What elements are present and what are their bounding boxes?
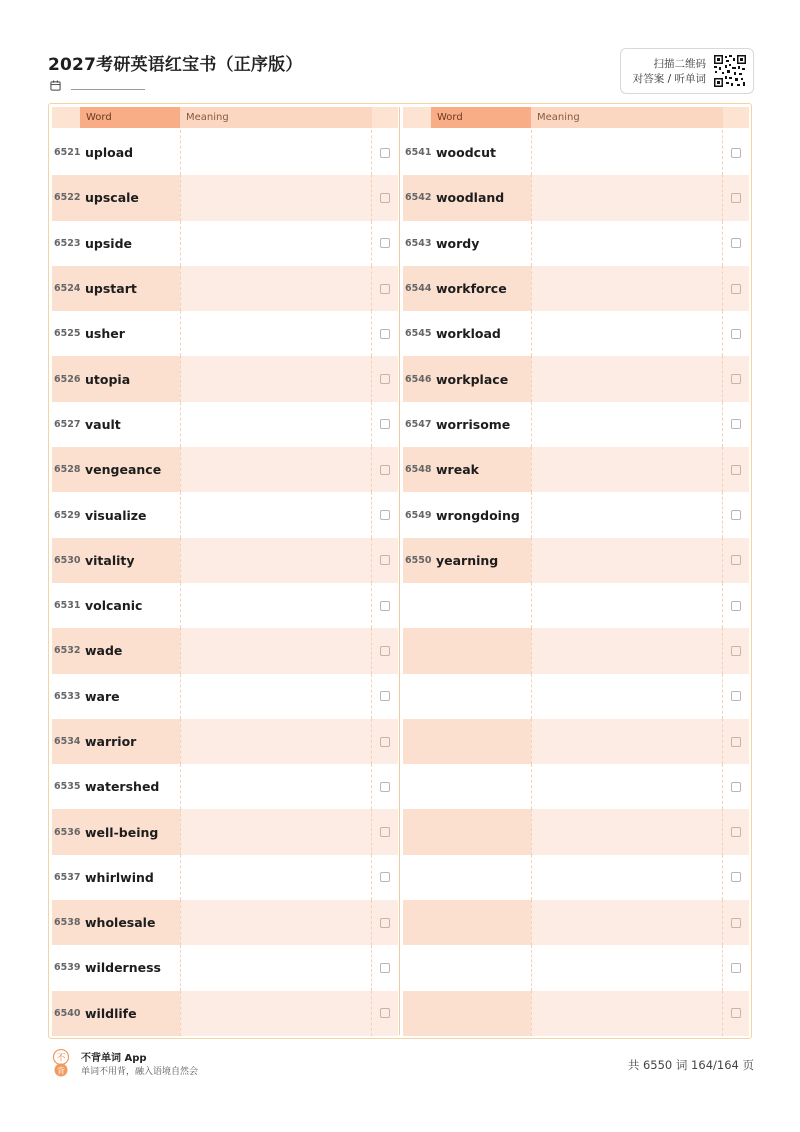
meaning-cell[interactable] [180,130,372,175]
checkbox[interactable] [731,963,741,973]
svg-text:背: 背 [57,1066,65,1076]
app-logo-icon [52,1049,70,1077]
meaning-cell[interactable] [180,538,372,583]
checkbox[interactable] [731,329,741,339]
checkbox[interactable] [380,329,390,339]
calendar-icon [50,80,61,91]
left-column [52,107,398,1035]
table-row [403,447,749,492]
word-text: volcanic [85,598,143,614]
word-number: 6542 [403,175,431,220]
word-text: wilderness [85,960,161,976]
meaning-cell[interactable] [180,945,372,990]
check-cell [372,266,398,311]
checkbox[interactable] [731,601,741,611]
table-row [52,175,398,220]
word-number: 6521 [54,147,81,159]
word-number: 6522 [52,175,80,220]
table-row [52,130,398,175]
word-text: upside [85,235,132,251]
table-row [403,221,749,266]
word-text: warrior [80,719,180,764]
checkbox[interactable] [380,872,390,882]
checkbox[interactable] [731,782,741,792]
word-number: 6546 [403,356,431,401]
meaning-cell[interactable] [531,900,723,945]
table-row [403,719,749,764]
checkbox[interactable] [731,510,741,520]
qr-caption-line1: 扫描二维码 [653,58,706,70]
meaning-cell[interactable] [531,130,723,175]
qr-caption-line2: 对答案 / 听单词 [632,73,706,85]
word-text: wade [80,628,180,673]
checkbox[interactable] [380,601,390,611]
table-row [403,492,749,537]
word-text [431,674,531,719]
word-number: 6526 [52,356,80,401]
check-cell [372,764,398,809]
meaning-cell[interactable] [180,764,372,809]
table-row [403,991,749,1036]
word-number: 6548 [403,447,431,492]
word-text: woodcut [436,145,496,161]
check-cell [372,855,398,900]
word-text: wreak [431,447,531,492]
word-number [403,719,431,764]
meaning-cell[interactable] [180,809,372,854]
table-row [403,583,749,628]
table-row [403,628,749,673]
table-row [403,311,749,356]
table-row [52,809,398,854]
table-row [403,175,749,220]
checkbox[interactable] [380,510,390,520]
word-number: 6528 [52,447,80,492]
table-row [52,628,398,673]
qr-panel [620,48,754,94]
checkbox[interactable] [731,148,741,158]
meaning-cell[interactable] [180,175,372,220]
check-cell [723,991,749,1036]
check-cell [723,538,749,583]
table-row [52,855,398,900]
app-name: 不背单词 App [81,1053,147,1064]
qr-code-icon[interactable] [713,54,747,88]
word-number: 6536 [52,809,80,854]
word-number [403,945,431,990]
table-row [403,538,749,583]
check-cell [372,356,398,401]
meaning-cell[interactable] [531,583,723,628]
word-number: 6534 [52,719,80,764]
date-row [50,80,145,91]
table-row [52,900,398,945]
check-cell [372,900,398,945]
table-row [403,674,749,719]
checkbox[interactable] [380,1008,390,1018]
table-header [403,107,749,128]
checkbox[interactable] [731,691,741,701]
checkbox[interactable] [380,238,390,248]
checkbox[interactable] [731,193,741,203]
meaning-cell[interactable] [180,492,372,537]
column-divider [399,107,400,1035]
meaning-cell[interactable] [531,719,723,764]
header-num-cell [52,107,80,128]
word-number: 6527 [54,418,81,430]
check-cell [372,402,398,447]
word-text: worrisome [436,416,511,432]
check-cell [372,492,398,537]
qr-caption [633,57,706,87]
checkbox[interactable] [380,737,390,747]
header-num-cell [403,107,431,128]
check-cell [723,221,749,266]
checkbox[interactable] [731,737,741,747]
word-number: 6545 [405,328,432,340]
meaning-cell[interactable] [180,583,372,628]
word-text [431,764,531,809]
check-cell [723,809,749,854]
meaning-cell[interactable] [180,855,372,900]
word-number: 6549 [405,509,432,521]
checkbox[interactable] [731,465,741,475]
meaning-cell[interactable] [180,628,372,673]
table-row [52,764,398,809]
word-text: ware [85,688,120,704]
checkbox[interactable] [380,284,390,294]
checkbox[interactable] [731,238,741,248]
word-text [431,809,531,854]
meaning-cell[interactable] [180,356,372,401]
word-text: upload [85,145,134,161]
word-text: workload [436,326,501,342]
meaning-cell[interactable] [531,402,723,447]
check-cell [723,402,749,447]
table-row [403,130,749,175]
table-row [403,945,749,990]
meaning-cell[interactable] [531,945,723,990]
word-text: workforce [431,266,531,311]
check-cell [723,628,749,673]
word-text: vitality [80,538,180,583]
word-number: 6550 [403,538,431,583]
meaning-cell[interactable] [180,674,372,719]
meaning-cell[interactable] [531,492,723,537]
word-number: 6524 [52,266,80,311]
header-check-cell [723,107,749,128]
meaning-cell[interactable] [180,900,372,945]
checkbox[interactable] [380,691,390,701]
word-text [431,583,531,628]
table-row [403,402,749,447]
right-column [403,107,749,1035]
word-number [403,764,431,809]
table-row [52,674,398,719]
vocab-sheet [48,103,752,1039]
page-title: 2027考研英语红宝书（正序版） [48,55,303,75]
table-row [52,538,398,583]
checkbox[interactable] [731,419,741,429]
check-cell [372,175,398,220]
checkbox[interactable] [380,148,390,158]
header-meaning: Meaning [180,107,372,128]
meaning-cell[interactable] [531,447,723,492]
checkbox[interactable] [731,284,741,294]
meaning-cell[interactable] [531,991,723,1036]
checkbox[interactable] [731,374,741,384]
checkbox[interactable] [731,872,741,882]
word-text [431,855,531,900]
check-cell [723,492,749,537]
word-number: 6529 [54,509,81,521]
word-number [403,991,431,1036]
word-text: wordy [436,235,480,251]
word-text [431,945,531,990]
meaning-cell[interactable] [531,628,723,673]
word-text: usher [85,326,125,342]
header-word: Word [431,107,531,128]
check-cell [372,945,398,990]
table-row [52,492,398,537]
table-row [403,764,749,809]
header-check-cell [372,107,398,128]
meaning-cell[interactable] [531,175,723,220]
word-number: 6525 [54,328,81,340]
word-number: 6537 [54,871,81,883]
checkbox[interactable] [380,918,390,928]
word-number: 6544 [403,266,431,311]
word-number [403,855,431,900]
word-number: 6547 [405,418,432,430]
meaning-cell[interactable] [531,809,723,854]
word-text: upstart [80,266,180,311]
word-number: 6540 [52,991,80,1036]
check-cell [372,809,398,854]
checkbox[interactable] [380,555,390,565]
word-number [403,674,431,719]
table-row [403,900,749,945]
check-cell [723,764,749,809]
meaning-cell[interactable] [531,266,723,311]
checkbox[interactable] [380,963,390,973]
word-text: workplace [431,356,531,401]
table-row [403,356,749,401]
word-text [431,719,531,764]
word-number: 6541 [405,147,432,159]
check-cell [723,311,749,356]
word-text: vengeance [80,447,180,492]
date-blank-line[interactable] [71,89,145,90]
word-text: whirlwind [85,869,154,885]
checkbox[interactable] [731,646,741,656]
word-text: well-being [80,809,180,854]
page-info: 共 6550 词 164/164 页 [627,1058,754,1072]
check-cell [723,266,749,311]
word-number: 6533 [54,690,81,702]
word-text: yearning [431,538,531,583]
word-text: wholesale [80,900,180,945]
header-meaning: Meaning [531,107,723,128]
word-text [431,991,531,1036]
word-text [431,900,531,945]
table-header [52,107,398,128]
table-row [403,809,749,854]
meaning-cell[interactable] [180,402,372,447]
svg-text:不: 不 [56,1053,66,1064]
word-number: 6531 [54,600,81,612]
checkbox[interactable] [731,555,741,565]
table-row [52,266,398,311]
checkbox[interactable] [380,374,390,384]
meaning-cell[interactable] [531,356,723,401]
checkbox[interactable] [380,646,390,656]
checkbox[interactable] [380,782,390,792]
word-text: wildlife [80,991,180,1036]
check-cell [723,447,749,492]
word-text: woodland [431,175,531,220]
check-cell [372,719,398,764]
word-number [403,628,431,673]
table-row [52,447,398,492]
table-row [52,719,398,764]
word-number: 6538 [52,900,80,945]
meaning-cell[interactable] [180,991,372,1036]
check-cell [372,674,398,719]
table-row [52,945,398,990]
check-cell [723,719,749,764]
table-row [52,583,398,628]
table-row [52,356,398,401]
check-cell [723,583,749,628]
check-cell [723,855,749,900]
word-text [431,628,531,673]
check-cell [372,447,398,492]
word-number: 6532 [52,628,80,673]
check-cell [723,356,749,401]
word-number: 6523 [54,237,81,249]
meaning-cell[interactable] [531,855,723,900]
checkbox[interactable] [731,1008,741,1018]
word-text: utopia [80,356,180,401]
meaning-cell[interactable] [180,447,372,492]
word-list [52,130,398,1036]
check-cell [372,583,398,628]
app-slogan: 单词不用背，融入语境自然会 [81,1067,199,1077]
word-text: watershed [85,779,160,795]
header-word: Word [80,107,180,128]
check-cell [372,991,398,1036]
checkbox[interactable] [380,193,390,203]
word-text: wrongdoing [436,507,520,523]
meaning-cell[interactable] [531,311,723,356]
checkbox[interactable] [380,465,390,475]
word-list [403,130,749,1036]
check-cell [723,674,749,719]
table-row [52,221,398,266]
table-row [52,402,398,447]
word-text: upscale [80,175,180,220]
check-cell [723,130,749,175]
meaning-cell[interactable] [531,764,723,809]
meaning-cell[interactable] [531,538,723,583]
word-text: visualize [85,507,147,523]
check-cell [723,900,749,945]
check-cell [723,945,749,990]
check-cell [372,311,398,356]
meaning-cell[interactable] [180,719,372,764]
page-header [48,48,754,98]
check-cell [372,221,398,266]
check-cell [372,628,398,673]
page-footer [48,1048,754,1080]
checkbox[interactable] [380,827,390,837]
meaning-cell[interactable] [531,674,723,719]
word-number [403,900,431,945]
meaning-cell[interactable] [180,311,372,356]
check-cell [723,175,749,220]
word-text: vault [85,416,121,432]
word-number: 6535 [54,781,81,793]
check-cell [372,538,398,583]
checkbox[interactable] [380,419,390,429]
check-cell [372,130,398,175]
word-number: 6539 [54,962,81,974]
checkbox[interactable] [731,827,741,837]
table-row [403,855,749,900]
word-number: 6530 [52,538,80,583]
word-number [403,809,431,854]
meaning-cell[interactable] [180,221,372,266]
word-number [403,583,431,628]
table-row [52,991,398,1036]
meaning-cell[interactable] [180,266,372,311]
table-row [52,311,398,356]
checkbox[interactable] [731,918,741,928]
word-number: 6543 [405,237,432,249]
table-row [403,266,749,311]
meaning-cell[interactable] [531,221,723,266]
